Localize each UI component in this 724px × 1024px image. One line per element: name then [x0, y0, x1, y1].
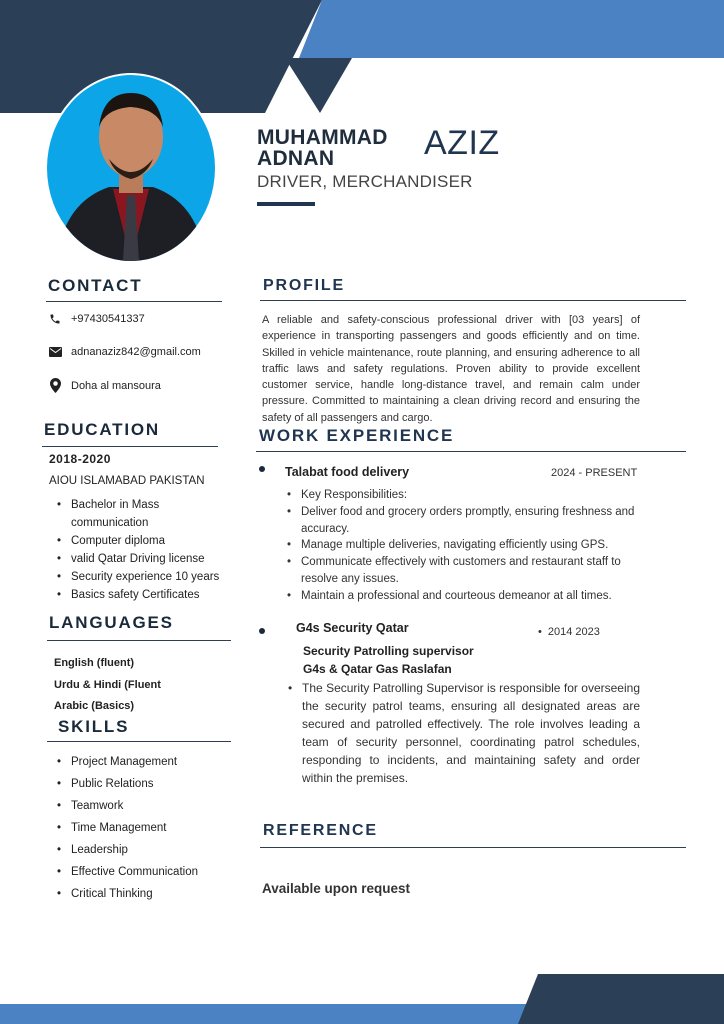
skills-heading: SKILLS — [58, 717, 130, 736]
job-bullet — [259, 466, 265, 472]
first-name: MUHAMMAD — [257, 126, 388, 149]
work-heading: WORK EXPERIENCE — [259, 426, 455, 445]
header-navy-wedge — [285, 58, 352, 113]
list-item: • Communicate effectively with customers and restaurant staff to resolve any issues. — [287, 554, 647, 588]
profile-photo — [45, 73, 217, 263]
phone-icon — [47, 313, 63, 325]
skill-item: • Effective Communication — [57, 861, 198, 883]
contact-phone — [47, 313, 227, 325]
list-item: • Bachelor in Mass communication — [57, 496, 227, 532]
list-item: • Security experience 10 years — [57, 568, 227, 586]
phone-number[interactable]: +97430541337 — [71, 313, 145, 325]
job-company: G4s Security Qatar — [296, 621, 409, 635]
list-item: • The Security Patrolling Supervisor is responsible for overseeing the security patrol teams, ensuring all designated areas are secured and patrolled effectively. The role involves leading a team of security personnel, coordinating patrol schedules, responding to incidents, and maintaining safety and order within the premises. — [288, 679, 640, 787]
education-years: 2018-2020 — [49, 452, 111, 466]
profile-rule — [260, 300, 686, 301]
skills-list — [57, 751, 198, 905]
list-item: • Key Responsibilities: — [287, 487, 647, 504]
email-icon — [47, 347, 63, 357]
profile-heading: PROFILE — [263, 277, 345, 294]
job-role: Security Patrolling supervisor — [303, 644, 474, 658]
list-item: • Basics safety Certificates — [57, 586, 227, 604]
contact-heading: CONTACT — [48, 276, 143, 295]
education-school: AIOU ISLAMABAD PAKISTAN — [49, 475, 205, 487]
job-date: 2014 2023 — [547, 626, 600, 638]
header-blue-band — [299, 0, 724, 58]
job-date: 2024 - PRESENT — [551, 467, 638, 479]
language-item: English (fluent) — [54, 657, 135, 669]
last-name: AZIZ — [424, 124, 500, 162]
list-item: • Manage multiple deliveries, navigating efficiently using GPS. — [287, 537, 647, 554]
skills-rule — [47, 741, 231, 742]
first-names — [257, 127, 388, 169]
skill-item: • Public Relations — [57, 773, 198, 795]
reference-text: Available upon request — [262, 881, 411, 896]
location-pin-icon — [47, 378, 63, 393]
skill-item: • Leadership — [57, 839, 198, 861]
location-text: Doha al mansoura — [71, 379, 161, 392]
skill-item: • Teamwork — [57, 795, 198, 817]
languages-rule — [47, 640, 231, 641]
job-date-row — [538, 626, 600, 638]
job-bullet — [259, 628, 265, 634]
language-item: Urdu & Hindi (Fluent — [54, 678, 161, 691]
languages-heading: LANGUAGES — [49, 613, 174, 632]
job-title: DRIVER, MERCHANDISER — [257, 172, 473, 191]
education-rule — [42, 446, 218, 447]
date-bullet: • — [538, 626, 542, 638]
contact-location — [47, 378, 227, 393]
middle-name: ADNAN — [257, 147, 335, 170]
education-list — [57, 496, 227, 604]
languages-list — [54, 653, 161, 718]
list-item: • valid Qatar Driving license — [57, 550, 227, 568]
language-item: Arabic (Basics) — [54, 700, 135, 712]
job-duties-list — [287, 487, 647, 605]
job-description — [288, 679, 640, 787]
reference-heading: REFERENCE — [263, 822, 378, 839]
skill-item: • Project Management — [57, 751, 198, 773]
list-item: • Computer diploma — [57, 532, 227, 550]
job-role-block — [303, 642, 474, 678]
list-item: • Maintain a professional and courteous demeanor at all times. — [287, 588, 647, 605]
job-company: Talabat food delivery — [285, 465, 410, 479]
profile-summary: A reliable and safety-conscious professional driver with [03 years] of experience in transporting passengers and goods efficiently and on time. Skilled in vehicle maintenance, route planning, and ensuring adherence to all traffic laws and safety regulations. Proven ability to provide excellent customer service, handle long-distance travel, and remain calm under pressure. Committed to maintaining a clean driving record and ensuring the safety of all passengers and cargo. — [262, 314, 640, 424]
contact-rule — [46, 301, 222, 302]
education-heading: EDUCATION — [44, 420, 160, 439]
title-underline — [257, 202, 315, 206]
skill-item: • Time Management — [57, 817, 198, 839]
reference-rule — [260, 847, 686, 848]
job-location: G4s & Qatar Gas Raslafan — [303, 662, 452, 676]
skill-item: • Critical Thinking — [57, 883, 198, 905]
footer-blue-band — [0, 1004, 530, 1024]
contact-email — [47, 346, 227, 358]
footer-navy-shape — [518, 974, 724, 1024]
email-address[interactable]: adnanaziz842@gmail.com — [71, 346, 201, 358]
work-rule — [256, 451, 686, 452]
list-item: • Deliver food and grocery orders promptly, ensuring freshness and accuracy. — [287, 504, 647, 538]
